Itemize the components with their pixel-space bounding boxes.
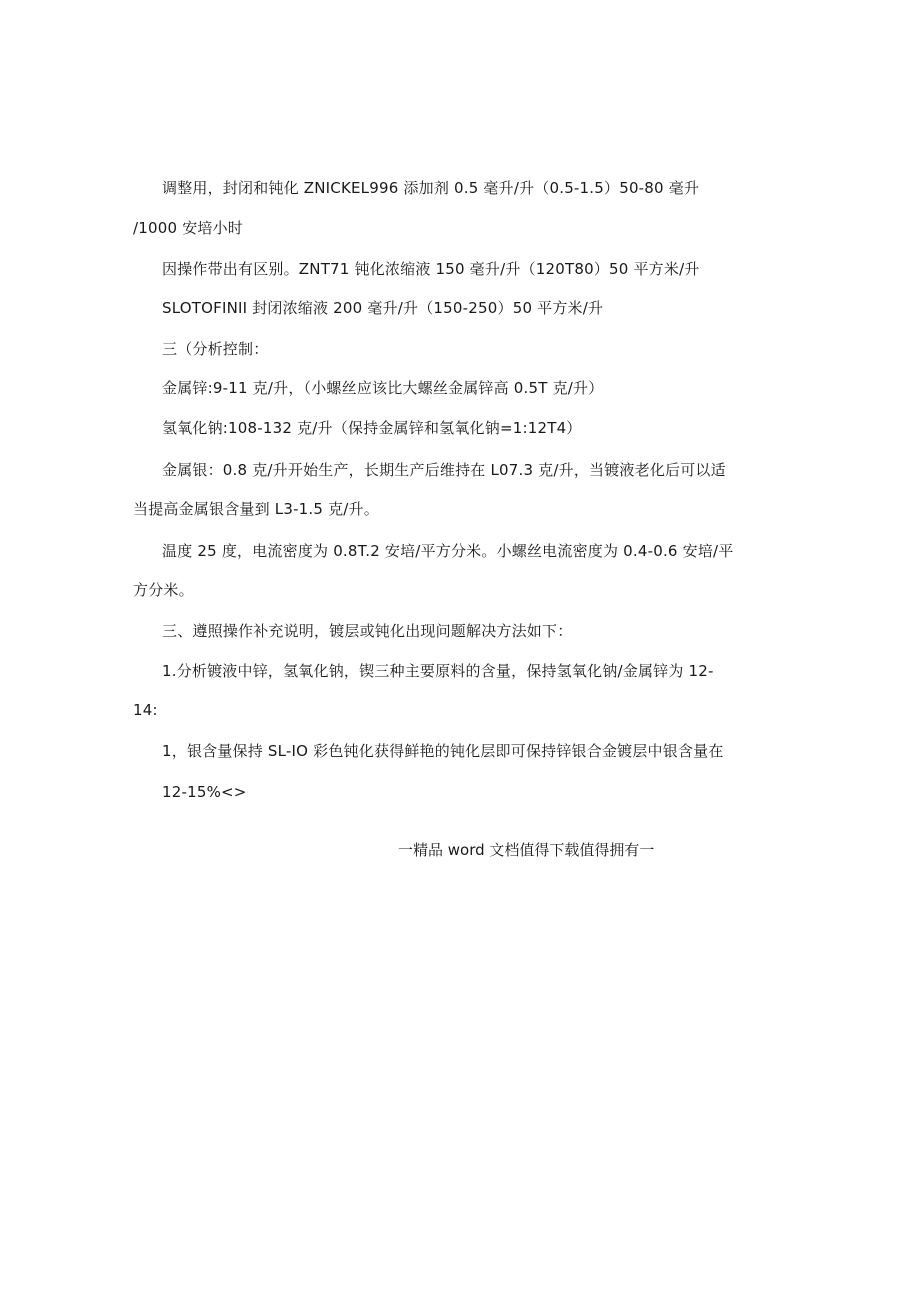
paragraph-line-1: 调整用，封闭和钝化 ZNICKEL996 添加剂 0.5 毫升/升（0.5-1.5）50-80 毫升 (162, 179, 700, 197)
paragraph-line-item-2: 1，银含量保持 SL-IO 彩色钝化获得鲜艳的钝化层即可保持锌银合金镀层中银含量在 (162, 742, 724, 760)
paragraph-line-item-1: 1.分析镀液中锌，氢氧化钠，锲三种主要原料的含量，保持氢氧化钠/金属锌为 12- (162, 662, 714, 680)
paragraph-line-4: SLOTOFINII 封闭浓缩液 200 毫升/升（150-250）50 平方米/升 (162, 299, 604, 317)
paragraph-line-2: /1000 安培小时 (133, 219, 243, 237)
paragraph-line-temperature-cont: 方分米。 (133, 581, 194, 599)
paragraph-line-item-2-cont: 12-15%<> (162, 783, 247, 801)
section-heading-supplement: 三、遵照操作补充说明，镀层或钝化出现问题解决方法如下： (162, 622, 573, 640)
paragraph-line-item-1-cont: 14: (133, 701, 158, 719)
section-heading-analysis: 三（分析控制： (162, 340, 269, 358)
paragraph-line-temperature: 温度 25 度，电流密度为 0.8T.2 安培/平方分米。小螺丝电流密度为 0.4-0.6 安培/平 (162, 542, 734, 560)
paragraph-line-zinc: 金属锌:9-11 克/升，（小螺丝应该比大螺丝金属锌高 0.5T 克/升） (162, 379, 604, 397)
paragraph-line-3: 因操作带出有区别。ZNT71 钝化浓缩液 150 毫升/升（120T80）50 平方米/升 (162, 260, 700, 278)
paragraph-line-silver-cont: 当提高金属银含量到 L3-1.5 克/升。 (133, 500, 379, 518)
footer-note: 一精品 word 文档值得下载值得拥有一 (398, 841, 655, 859)
paragraph-line-silver: 金属银：0.8 克/升开始生产，长期生产后维持在 L07.3 克/升，当镀液老化后可以适 (162, 461, 726, 479)
paragraph-line-sodium-hydroxide: 氢氧化钠:108-132 克/升（保持金属锌和氢氧化钠=1:12T4） (162, 419, 582, 437)
